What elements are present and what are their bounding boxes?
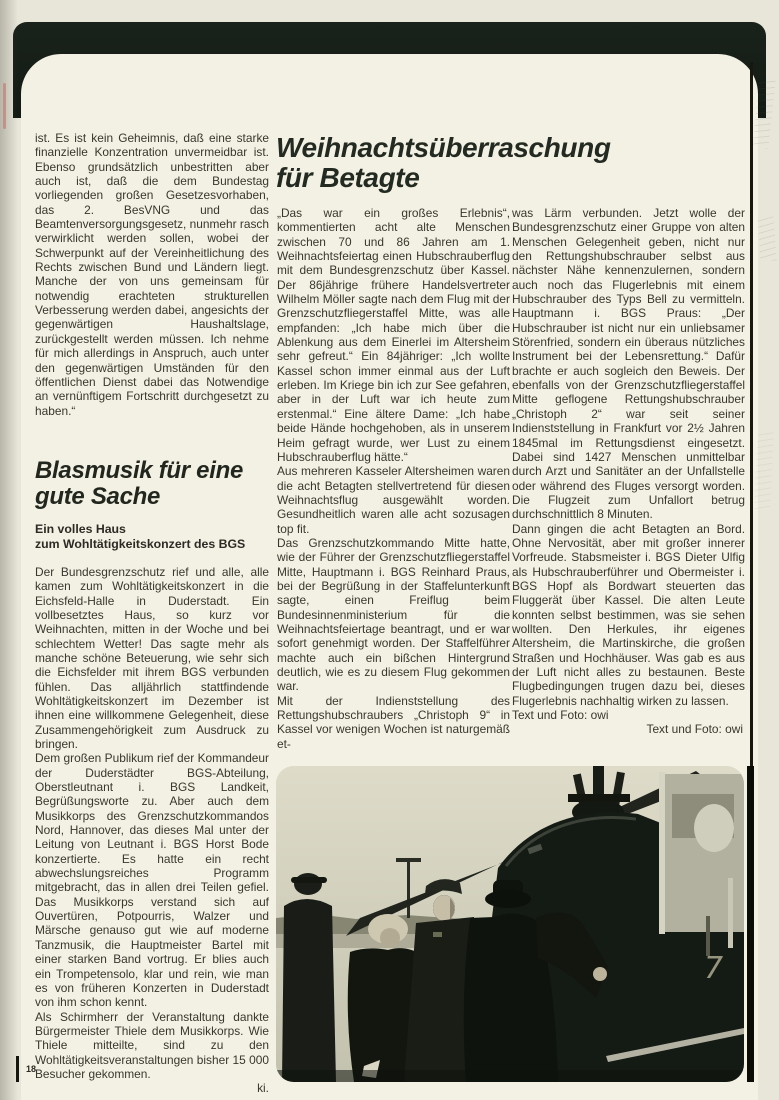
right-column-text xyxy=(512,206,745,722)
background-mast-cross xyxy=(396,858,421,862)
rule-beside-photo xyxy=(747,766,754,1082)
blasmusik-title: Blasmusik für eine gute Sache xyxy=(35,456,244,510)
paragraph: Mit der Indienststellung des Rettungshubschraubers „Christoph 9“ in Kassel vor wenigen Wochen ist naturgemäß et- xyxy=(277,693,510,751)
scan-edge-shadow xyxy=(0,0,18,1100)
pencil-scribble xyxy=(754,430,774,511)
right-column xyxy=(512,206,745,737)
article-headline xyxy=(276,133,751,193)
foreground-ground xyxy=(276,1070,744,1082)
kicker-line1: Ein volles Haus xyxy=(35,521,126,536)
pencil-scribble xyxy=(757,214,776,261)
author-signature: ki. xyxy=(257,1081,269,1096)
paragraph: Dann gingen die acht Betagten an Bord. Ohne Nervosität, aber mit großer innerer Vorfreude. Stabsmeister i. BGS Dieter Ulfig als Hubschrauberführer und Obermeister i. BGS Hopf als Bordwart steuerten das Fluggerät über Kassel. Die alten Leute konnten selbst bestimmen, was sie sehen wollten. Den Herkules, ihr eigenes Altersheim, die Martinskirche, die großen Straßen und Hochhäuser. Was gab es aus der Luft nicht alles zu bestaunen. Beste Flugbedingungen trugen dazu bei, dieses Flugerlebnis nachhaltig wirken zu lassen. xyxy=(512,521,745,708)
photo-credit: Text und Foto: owi xyxy=(646,722,743,737)
background-mast xyxy=(407,858,410,918)
paragraph: Text und Foto: owi xyxy=(512,708,609,723)
cabin-interior xyxy=(659,772,744,956)
paragraph: Als Schirmherr der Veranstaltung dankte Bürgermeister Thiele dem Musikkorps. Wie Thiele mitteilte, sind zu den Wohltätigkeitsveranstaltungen bisher 15 000 Besucher gekommen. xyxy=(35,1009,269,1081)
red-pen-mark xyxy=(3,83,6,129)
intro-paragraph: ist. Es ist kein Geheimnis, daß eine starke finanzielle Konzentration unvermeidbar ist. Ebenso grundsätzlich unbestritten aber auch ist, daß die dem Bundestag vorliegenden großen Gesetzesvorhaben, das 2. BesVNG und das Beamtenversorgungsgesetz, nunmehr rasch verwirklicht werden sollen, wobei der Schwerpunkt auf der Vereinheitlichung des Rechts zwischen Bund und Ländern liegt. Manche der von uns gemeinsam für notwendig erachteten strukturellen Verbesserung werden dabei, angesichts der gegenwärtigen Haushaltslage, zurückgestellt werden müssen. Ich nehme für mich allerdings in Anspruch, auch unter den gegenwärtigen Umständen für den öffentlichen Dienst dabei das Notwendige an vernünftigem Fortschritt durchgesetzt zu haben.“ xyxy=(35,131,269,418)
photo-helicopter-boarding xyxy=(276,766,744,1082)
page-number-tick xyxy=(16,1056,19,1082)
paragraph: Dem großen Publikum rief der Kommandeur der Duderstädter BGS-Abteilung, Oberstleutnant i. BGS Landkeit, Begrüßungsworte zu. Aber auch dem Musikkorps des Grenzschutzkommandos Nord, Hannover, das dieses Mal unter der Leitung von Leutnant i. BGS Horst Bode konzertierte. Es hatte ein recht abwechslungsreiches Programm mitgebracht, das in allen drei Teilen gefiel. Das Musikkorps verstand sich auf Ouvertüren, Potpourris, Walzer und Märsche genauso gut wie auf moderne Tanzmusik, die Hauptmeister Bartel mit einer starken Band vortrug. Er blies auch ein Trompetensolo, klar und rein, wie man es von früheren Konzerten in Duderstadt von ihm schon kennt. xyxy=(35,751,269,1010)
paragraph: „Das war ein großes Erlebnis“, kommentierten acht alte Menschen zwischen 70 und 86 Jahren am 1. Weihnachtsfeiertag einen Hubschrauberflug mit dem Bundesgrenzschutz über Kassel. Der 86jährige frühere Handelsvertreter Wilhelm Möller sagte nach dem Flug mit der Grenzschutzfliegerstaffel Mitte, was alle empfanden: „Ich habe mich über die Ablenkung aus dem Einerlei im Altersheim sehr gefreut.“ Ein 84jähriger: „Ich wollte Kassel schon immer einmal aus der Luft erleben. Im Kriege bin ich zur See gefahren, aber in der Luft war ich heute zum erstenmal.“ Eine ältere Dame: „Ich habe beide Hände hochgehoben, als in unserem Heim gefragt wurde, wer Lust zu einem Hubschrauberflug hätte.“ xyxy=(277,206,510,464)
kicker-line2: zum Wohltätigkeitskonzert des BGS xyxy=(35,536,246,551)
paragraph: Der Bundesgrenzschutz rief und alle, alle kamen zum Wohltätigkeitskonzert in die Eichsfeld-Halle in Duderstadt. Ein vollbesetztes Haus, so kurz vor Weihnachten, mitten in der Woche und bei schlechtem Wetter! Das sagte mehr als manche schöne Beteuerung, wie sehr sich die Eichsfelder mit ihrem BGS verbunden fühlen. Das alljährlich stattfindende Wohltätigkeitskonzert im Dezember ist ihnen eine willkommene Gelegenheit, diese Zusammengehörigkeit zum Ausdruck zu bringen. xyxy=(35,564,269,751)
headline-line1: Weihnachtsüberraschung xyxy=(276,132,611,163)
blasmusik-kicker xyxy=(35,522,269,552)
paragraph: was Lärm verbunden. Jetzt wolle der Bundesgrenzschutz einer Gruppe von alten Menschen Gelegenheit geben, nicht nur den Rettungshubschrauber selbst aus nächster Nähe kennenzulernen, sondern auch noch das Flugerlebnis mit einem Hubschrauber des Typs Bell zu vermitteln. Hauptmann i. BGS Praus: „Der Hubschrauber ist nicht nur ein unliebsamer Störenfried, sondern ein überaus nützliches Instrument bei der Lebensrettung.“ Dafür brachte er auch sogleich den Beweis. Der ebenfalls von der Grenzschutzfliegerstaffel Mitte geflogene Rettungshubschrauber „Christoph 2“ war seit seiner Indienststellung in Frankfurt vor 2½ Jahren 1845mal im Rettungsdienst eingesetzt. Dabei sind 1427 Menschen unmittelbar durch Arzt und Sanitäter an der Unfallstelle oder während des Fluges versorgt worden. Die Flugzeit zum Unfallort betrug durchschnittlich 8 Minuten. xyxy=(512,206,745,522)
registration-mark: 7 xyxy=(704,951,724,986)
man-far-left xyxy=(282,873,336,1082)
middle-column xyxy=(277,206,510,764)
paragraph: Aus mehreren Kasseler Altersheimen waren die acht Betagten stellvertretend für diesen Weihnachtsflug ausgewählt worden. Gesundheitlich waren alle acht sozusagen top fit. xyxy=(277,464,510,536)
photo-illustration xyxy=(276,766,744,1082)
left-column xyxy=(35,131,269,1096)
headline-line2: für Betagte xyxy=(276,162,420,193)
blasmusik-body xyxy=(35,565,269,1081)
page-number: 18 xyxy=(26,1064,37,1074)
paragraph: Das Grenzschutzkommando Mitte hatte, wie der Führer der Grenzschutzfliegerstaffel Mitte, Hauptmann i. BGS Reinhard Praus, bei der Begrüßung in der Staffelunterkunft sagte, einen Freiflug beim Bundesinnenministerium für die Weihnachtsfeiertage beantragt, und er war sofort genehmigt worden. Der Staffelführer machte auch ein bißchen Hintergrund deutlich, wie es zu diesem Flug gekommen war. xyxy=(277,535,510,694)
